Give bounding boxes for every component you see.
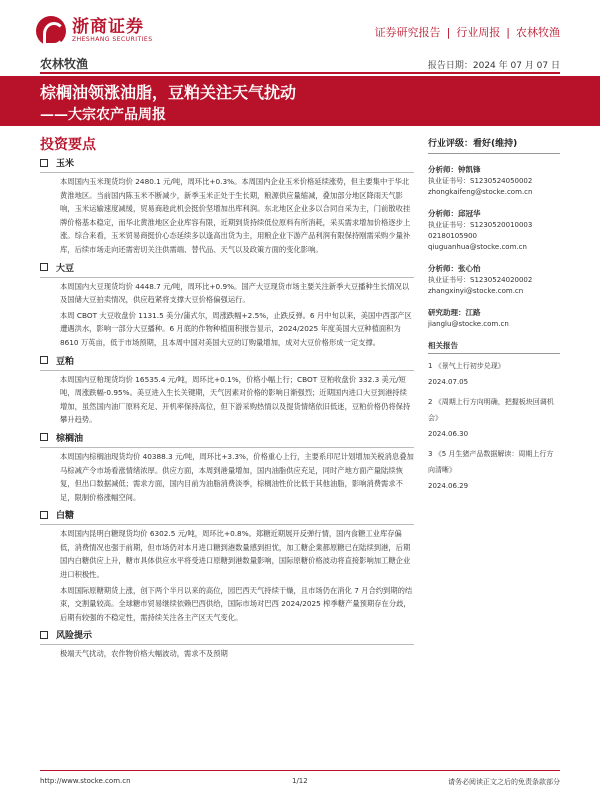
section-heading: 大豆: [56, 263, 75, 274]
section-heading: 白糖: [56, 511, 75, 522]
logo-en-text: ZHESHANG SECURITIES: [72, 36, 153, 43]
page-number: 1/12: [292, 777, 308, 785]
main-content: [40, 152, 414, 663]
related-date: 2024.07.05: [428, 378, 469, 386]
related-report[interactable]: [428, 446, 560, 494]
related-report[interactable]: [428, 394, 560, 442]
section-risk: [40, 628, 414, 661]
section-palm-oil: [40, 431, 414, 504]
paragraph: 本周 CBOT 大豆收盘价 1131.5 美分/蒲式尔，周涨跌幅+2.5%，止跌反弹。6 月中旬以来，美国中西部产区遭遇洪水，影响一部分大豆播种。6 月底的作物种植面积报告显示，2024/2025 年度美国大豆种植面积为 8610 万英亩，低于市场预期，且本周中国对美国大豆的订购量增加，成对大豆价格形成一定支撑。: [60, 310, 412, 347]
related-num: 3: [428, 450, 433, 458]
paragraph: 极端天气扰动，农作物价格大幅波动，需求不及预期: [60, 649, 228, 659]
analyst-cert: 执业证书号：S1230520010003: [428, 221, 533, 229]
analyst-name: 分析师：张心怡: [428, 264, 481, 273]
assistant-email[interactable]: jianglu@stocke.com.cn: [428, 320, 509, 328]
analyst-cert: 执业证书号：S1230524050002: [428, 177, 533, 185]
logo-icon: [36, 16, 66, 46]
report-date: 报告日期：2024 年 07 月 07 日: [427, 61, 560, 71]
assistant-name: 研究助理：江路: [428, 308, 481, 317]
square-bullet-icon: [40, 263, 48, 271]
section-heading: 风险提示: [56, 631, 93, 642]
section-heading: 玉米: [56, 159, 75, 169]
square-bullet-icon: [40, 159, 48, 167]
section-soymeal: [40, 354, 414, 427]
paragraph: 本周国内大豆现货均价 4448.7 元/吨，周环比+0.9%。国产大豆现货市场主要关注新季大豆播种生长情况以及国储大豆拍卖情况，供应趋紧将支撑大豆价格偏强运行。: [60, 281, 410, 305]
header-divider: [40, 72, 560, 74]
paragraph: 本周国内昆明白糖现货均价 6302.5 元/吨，周环比+0.8%。郑糖近期展开反弹行情，国内食糖工业库存偏低，消费情况也强于前期，但市场仍对本月进口糖到港数量感到担忧，加工糖企業都原糖已在陆续到港，后期国内白糖供应上升，糖市具体供应水平将受进口原糖到港数量影响，国际原糖价格波动将直接影响加工糖企业进口积极性。: [60, 529, 411, 580]
related-heading: 相关报告: [428, 340, 560, 354]
section-heading: 豆粕: [56, 356, 75, 367]
square-bullet-icon: [40, 511, 48, 519]
analyst-card: [428, 208, 560, 253]
section-sugar: [40, 508, 414, 624]
analyst-phone: 02180105900: [428, 232, 477, 240]
related-num: 2: [428, 398, 433, 406]
related-date: 2024.06.29: [428, 482, 469, 490]
footer-divider: [40, 770, 560, 771]
sector-label: 农林牧渔: [40, 57, 89, 71]
analyst-cert: 执业证书号：S1230524020002: [428, 276, 533, 284]
analyst-email[interactable]: zhongkaifeng@stocke.com.cn: [428, 188, 533, 196]
sidebar: [428, 136, 560, 494]
analyst-email[interactable]: zhangxinyi@stocke.com.cn: [428, 287, 524, 295]
square-bullet-icon: [40, 433, 48, 441]
footer-url[interactable]: http://www.stocke.com.cn: [40, 777, 131, 785]
section-heading: 棕榈油: [56, 433, 84, 444]
tag-sector: 农林牧渔: [516, 26, 560, 39]
assistant-card: [428, 307, 560, 330]
invest-heading: 投资要点: [40, 137, 96, 153]
company-logo: [36, 14, 153, 48]
section-corn: [40, 156, 414, 257]
logo-text: 浙商证券: [72, 17, 144, 37]
analyst-name: 分析师：邱冠华: [428, 209, 481, 218]
related-date: 2024.06.30: [428, 430, 469, 438]
analyst-name: 分析师：钟凯锋: [428, 165, 481, 174]
tag-weekly: 行业周报: [456, 26, 501, 39]
paragraph: 本周国内豆粕现货均价 16535.4 元/吨，周环比+0.1%，价格小幅上行；CBOT 豆粕收盘价 332.3 美元/短吨，周涨跌幅-0.95%。美豆进入生长关键期，天气因素对价格的影响日渐强烈；近期国内进口大豆到港持续增加，虽然国内油厂原料充足、开机率保持高位，但下游采购热情以及提货情绪依旧低迷，豆粕价格仍将保持攀升趋势。: [60, 374, 411, 425]
industry-rating: 行业评级：看好(维持): [428, 136, 560, 154]
paragraph: 本周国内玉米现货均价 2480.1 元/吨，周环比+0.3%。本周国内企业玉米价格延续涨势，但主要集中于华北黄淮地区。当前国内陈玉米不断减少，新季玉米正处于生长期，粮源供应量缩减，叠加部分地区降雨天气影响，玉米运输速度减缓，贸易商趁此机会挺价坚增加出库利润。东北地区企业多以合同自采为主，门前散收挂牌价格基本稳定，而华北黄淮地区企业库容有限，近期到货持续低位原料有所消耗，采买需求增加价格逐步上涨。综合来看，玉米贸易商挺价心态延续多以逢高出货为主，用粮企业下游产品利润有限保持刚需采购少量补库，后续市场走向还需密切关注供需端、替代品、天气以及政策方面的变化影响。: [60, 177, 411, 254]
square-bullet-icon: [40, 356, 48, 364]
footer-disclaimer: 请务必阅读正文之后的免责条款部分: [448, 778, 560, 786]
report-title: 棕榈油领涨油脂，豆粕关注天气扰动: [40, 83, 297, 102]
report-subtitle: ——大宗农产品周报: [40, 107, 166, 123]
header-tags: 证券研究报告 | 行业周报 | 农林牧渔: [374, 26, 560, 39]
analyst-card: [428, 164, 560, 198]
related-title: 《周期上行方向明确，把握板块回调机会》: [428, 398, 554, 422]
analyst-email[interactable]: qiuguanhua@stocke.com.cn: [428, 243, 527, 251]
tag-report-type: 证券研究报告: [374, 26, 441, 39]
related-num: 1: [428, 362, 433, 370]
paragraph: 本周国际原糖期货上涨，创下两个半月以来的高位，园巴西天气持续干燥，且市场仍在消化 7 月合约到期的结束，交割量较高。全球糖市贸易继续依赖巴西供给，国际市场对巴西 2024/2025 榨季糖产量预期存在分歧，后期有较强的不稳定性，需持续关注各主产区天气变化。: [60, 585, 413, 622]
related-report[interactable]: [428, 358, 560, 390]
section-soybean: [40, 261, 414, 350]
square-bullet-icon: [40, 631, 48, 639]
related-title: 《5 月生猪产品数据解读：周期上行方向清晰》: [428, 450, 554, 474]
paragraph: 本周国内棕榈油现货均价 40388.3 元/吨，周环比+3.3%，价格重心上行，主要系印尼计划增加关税消息叠加马棕减产令市场看涨情绪浓厚。供应方面，本周到港量增加，国内油脂供应充足，同时产地方面产量陆续恢复，但出口数据减低；需求方面，国内目前为油脂消费淡季，棕榈油性价比低于其他油脂，影响消费需求不足，限制价格涨幅空间。: [60, 451, 414, 502]
analyst-card: [428, 263, 560, 297]
related-title: 《景气上行初步兑现》: [434, 362, 505, 370]
